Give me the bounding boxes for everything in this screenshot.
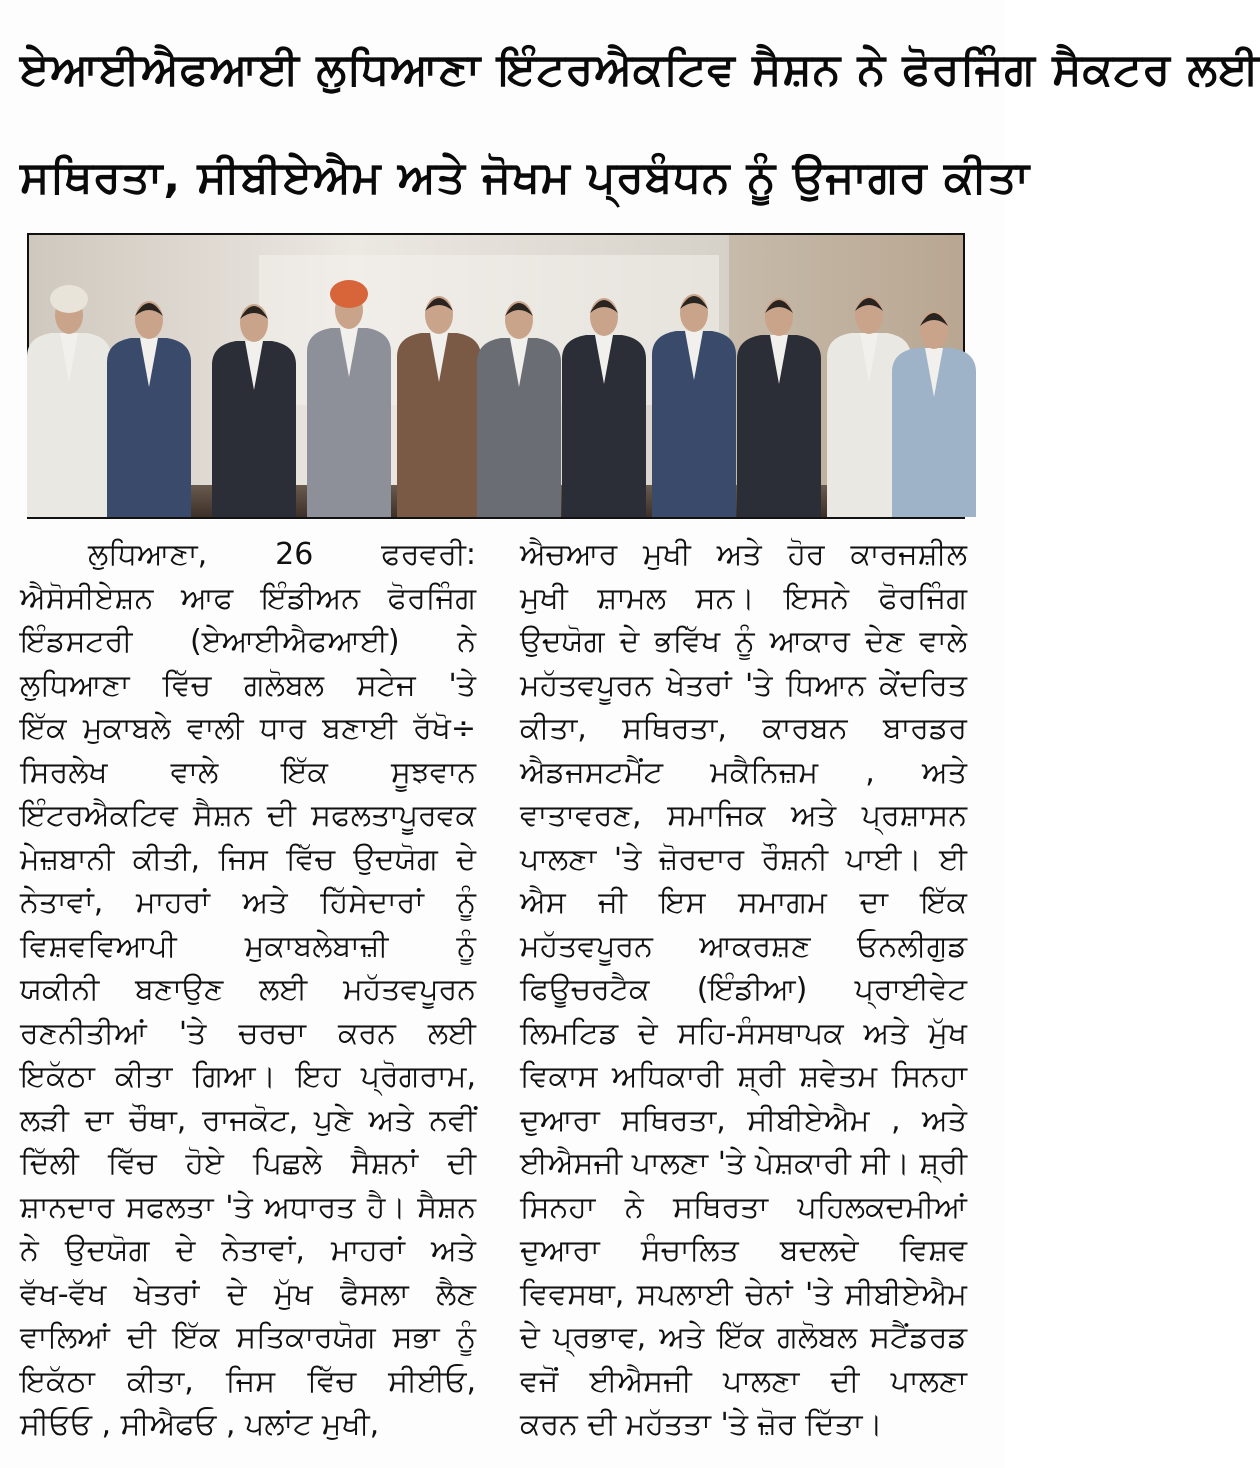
headline-line-1: ਏਆਈਐਫਆਈ ਲੁਧਿਆਣਾ ਇੰਟਰਐਕਟਿਵ ਸੈਸ਼ਨ ਨੇ ਫੋਰਜਿੰਗ ਸੈਕਟਰ ਲਈ xyxy=(20,44,1260,95)
headline-line-2: ਸਥਿਰਤਾ, ਸੀਬੀਏਐਮ ਅਤੇ ਜੋਖਮ ਪ੍ਰਬੰਧਨ ਨੂੰ ਉਜਾਗਰ ਕੀਤਾ xyxy=(20,152,1031,203)
article-line: ਲਿਮਟਿਡ ਦੇ ਸਹਿ-ਸੰਸਥਾਪਕ ਅਤੇ ਮੁੱਖ xyxy=(520,1015,967,1051)
article-line: ਦੁਆਰਾ ਸੰਚਾਲਿਤ ਬਦਲਦੇ ਵਿਸ਼ਵ xyxy=(520,1233,967,1268)
article-line: ਮਹੱਤਵਪੂਰਨ ਆਕਰਸ਼ਣ ਓਨਲੀਗੁਡ xyxy=(520,928,967,964)
article-line: ਇੱਕ ਮੁਕਾਬਲੇ ਵਾਲੀ ਧਾਰ ਬਣਾਈ ਰੱਖੋ÷ xyxy=(20,711,476,746)
article-line: ਐਸ ਜੀ ਇਸ ਸਮਾਗਮ ਦਾ ਇੱਕ xyxy=(520,885,967,920)
article-line: ਇੰਡਸਟਰੀ (ਏਆਈਐਫਆਈ) ਨੇ xyxy=(20,624,476,659)
article-line: ਇੰਟਰਐਕਟਿਵ ਸੈਸ਼ਨ ਦੀ ਸਫਲਤਾਪੂਰਵਕ xyxy=(20,798,476,833)
article-line: ਵਜੋਂ ਈਐਸਜੀ ਪਾਲਣਾ ਦੀ ਪਾਲਣਾ xyxy=(520,1363,967,1399)
article-line: ਦਿੱਲੀ ਵਿੱਚ ਹੋਏ ਪਿਛਲੇ ਸੈਸ਼ਨਾਂ ਦੀ xyxy=(20,1146,476,1181)
article-line: ਸ਼ਾਨਦਾਰ ਸਫਲਤਾ 'ਤੇ ਅਧਾਰਤ ਹੈ। ਸੈਸ਼ਨ xyxy=(20,1189,476,1225)
article-line: ਐਡਜਸਟਮੈਂਟ ਮਕੈਨਿਜ਼ਮ , ਅਤੇ xyxy=(520,754,967,790)
article-line: ਨੇਤਾਵਾਂ, ਮਾਹਰਾਂ ਅਤੇ ਹਿੱਸੇਦਾਰਾਂ ਨੂੰ xyxy=(20,885,476,920)
article-line: ਮੇਜ਼ਬਾਨੀ ਕੀਤੀ, ਜਿਸ ਵਿੱਚ ਉਦਯੋਗ ਦੇ xyxy=(20,841,476,877)
article-line: ਐਸੋਸੀਏਸ਼ਨ ਆਫ ਇੰਡੀਅਨ ਫੋਰਜਿੰਗ xyxy=(20,580,476,616)
article-column-left xyxy=(20,533,476,1447)
article-line: ਯਕੀਨੀ ਬਣਾਉਣ ਲਈ ਮਹੱਤਵਪੂਰਨ xyxy=(20,972,476,1007)
article-line: ਮਹੱਤਵਪੂਰਨ ਖੇਤਰਾਂ 'ਤੇ ਧਿਆਨ ਕੇਂਦਰਿਤ xyxy=(520,667,967,703)
article-line: ਵੱਖ-ਵੱਖ ਖੇਤਰਾਂ ਦੇ ਮੁੱਖ ਫੈਸਲਾ ਲੈਣ xyxy=(20,1276,476,1312)
article-line: ਲੜੀ ਦਾ ਚੌਥਾ, ਰਾਜਕੋਟ, ਪੁਣੇ ਅਤੇ ਨਵੀਂ xyxy=(20,1102,476,1138)
article-line: ਮੁਖੀ ਸ਼ਾਮਲ ਸਨ। ਇਸਨੇ ਫੋਰਜਿੰਗ xyxy=(520,580,967,616)
article-line: ਵਿਕਾਸ ਅਧਿਕਾਰੀ ਸ਼੍ਰੀ ਸ਼ਵੇਤਮ ਸਿਨਹਾ xyxy=(520,1059,967,1094)
group-photo-image xyxy=(29,235,963,517)
article-line: ਵਾਲਿਆਂ ਦੀ ਇੱਕ ਸਤਿਕਾਰਯੋਗ ਸਭਾ ਨੂੰ xyxy=(20,1320,476,1355)
group-photo xyxy=(27,233,965,519)
article-line: ਇਕੱਠਾ ਕੀਤਾ ਗਿਆ। ਇਹ ਪ੍ਰੋਗਰਾਮ, xyxy=(20,1059,476,1094)
article-line: ਰਣਨੀਤੀਆਂ 'ਤੇ ਚਰਚਾ ਕਰਨ ਲਈ xyxy=(20,1015,476,1051)
article-line: ਐਚਆਰ ਮੁਖੀ ਅਤੇ ਹੋਰ ਕਾਰਜਸ਼ੀਲ xyxy=(520,537,967,572)
article-line: ਪਾਲਣਾ 'ਤੇ ਜ਼ੋਰਦਾਰ ਰੌਸ਼ਨੀ ਪਾਈ। ਈ xyxy=(520,841,967,877)
article-line: ਦੁਆਰਾ ਸਥਿਰਤਾ, ਸੀਬੀਏਐਮ , ਅਤੇ xyxy=(520,1102,967,1138)
article-line: ਵਿਸ਼ਵਵਿਆਪੀ ਮੁਕਾਬਲੇਬਾਜ਼ੀ ਨੂੰ xyxy=(20,928,476,964)
article-line: ਲੁਧਿਆਣਾ, 26 ਫਰਵਰੀ: xyxy=(88,537,476,572)
article-line: ਫਿਊਚਰਟੈਕ (ਇੰਡੀਆ) ਪ੍ਰਾਈਵੇਟ xyxy=(520,972,967,1007)
article-line: ਵਿਵਸਥਾ, ਸਪਲਾਈ ਚੇਨਾਂ 'ਤੇ ਸੀਬੀਏਐਮ xyxy=(520,1276,967,1312)
article-column-right xyxy=(520,533,967,1447)
article-line: ਲੁਧਿਆਣਾ ਵਿੱਚ ਗਲੋਬਲ ਸਟੇਜ 'ਤੇ xyxy=(20,667,476,703)
article-line: ਕੀਤਾ, ਸਥਿਰਤਾ, ਕਾਰਬਨ ਬਾਰਡਰ xyxy=(520,711,967,746)
article-line: ਕਰਨ ਦੀ ਮਹੱਤਤਾ 'ਤੇ ਜ਼ੋਰ ਦਿੱਤਾ। xyxy=(520,1407,883,1442)
article-line: ਵਾਤਾਵਰਣ, ਸਮਾਜਿਕ ਅਤੇ ਪ੍ਰਸ਼ਾਸਨ xyxy=(520,798,967,833)
article-line: ਸੀਓਓ , ਸੀਐਫਓ , ਪਲਾਂਟ ਮੁਖੀ, xyxy=(20,1407,380,1442)
article-line: ਸਿਰਲੇਖ ਵਾਲੇ ਇੱਕ ਸੂਝਵਾਨ xyxy=(20,754,476,790)
article-line: ਈਐਸਜੀ ਪਾਲਣਾ 'ਤੇ ਪੇਸ਼ਕਾਰੀ ਸੀ। ਸ਼੍ਰੀ xyxy=(520,1146,967,1181)
article-line: ਸਿਨਹਾ ਨੇ ਸਥਿਰਤਾ ਪਹਿਲਕਦਮੀਆਂ xyxy=(520,1189,967,1225)
article-line: ਦੇ ਪ੍ਰਭਾਵ, ਅਤੇ ਇੱਕ ਗਲੋਬਲ ਸਟੈਂਡਰਡ xyxy=(520,1320,967,1355)
article-line: ਉਦਯੋਗ ਦੇ ਭਵਿੱਖ ਨੂੰ ਆਕਾਰ ਦੇਣ ਵਾਲੇ xyxy=(520,624,967,659)
article-line: ਨੇ ਉਦਯੋਗ ਦੇ ਨੇਤਾਵਾਂ, ਮਾਹਰਾਂ ਅਤੇ xyxy=(20,1233,476,1268)
article-line: ਇਕੱਠਾ ਕੀਤਾ, ਜਿਸ ਵਿੱਚ ਸੀਈਓ, xyxy=(20,1363,476,1399)
